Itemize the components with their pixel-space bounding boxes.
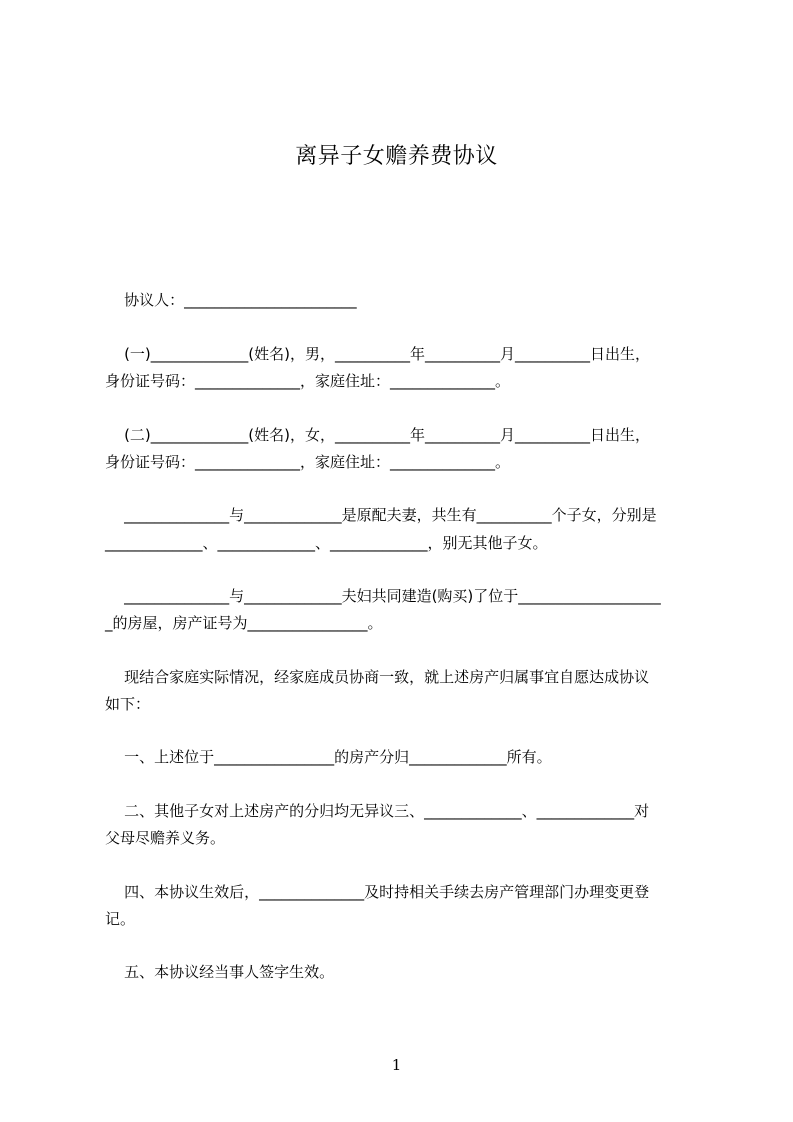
page-number: 1 — [391, 1056, 402, 1074]
clause-five: 五、本协议经当事人签字生效。 — [105, 963, 335, 981]
signatories-line: 协议人：_______________________ — [105, 291, 357, 309]
property-cert-line: _的房屋，房产证号为________________。 — [105, 614, 383, 632]
agreement-intro-line: 现结合家庭实际情况，经家庭成员协商一致，就上述房产归属事宜自愿达成协议 — [105, 668, 650, 686]
party-one-id-line: 身份证号码：______________，家庭住址：______________。 — [105, 372, 511, 390]
clause-four-cont: 记。 — [105, 910, 136, 928]
document-title: 离异子女赡养费协议 — [295, 144, 498, 169]
marriage-line: ______________与_____________是原配夫妻，共生有__________个子女，分别是 — [105, 506, 657, 524]
party-two-id-line: 身份证号码：______________，家庭住址：______________。 — [105, 453, 511, 471]
clause-two: 二、其他子女对上述房产的分归均无异议三、_____________、_____________对 — [105, 802, 650, 820]
party-two-line: (二)_____________(姓名)，女，__________年__________月__________日出生， — [105, 426, 650, 444]
party-one-line: (一)_____________(姓名)，男，__________年__________月__________日出生， — [105, 345, 650, 363]
property-line: ______________与_____________夫妇共同建造(购买)了位于___________________ — [105, 587, 661, 605]
children-line: _____________、_____________、_____________，别无其他子女。 — [105, 534, 548, 552]
clause-two-cont: 父母尽赡养义务。 — [105, 829, 226, 847]
clause-four: 四、本协议生效后，______________及时持相关手续去房产管理部门办理变更登 — [105, 883, 650, 901]
agreement-intro-cont-line: 如下： — [105, 695, 151, 713]
clause-one: 一、上述位于________________的房产分归_____________所有。 — [105, 748, 552, 766]
